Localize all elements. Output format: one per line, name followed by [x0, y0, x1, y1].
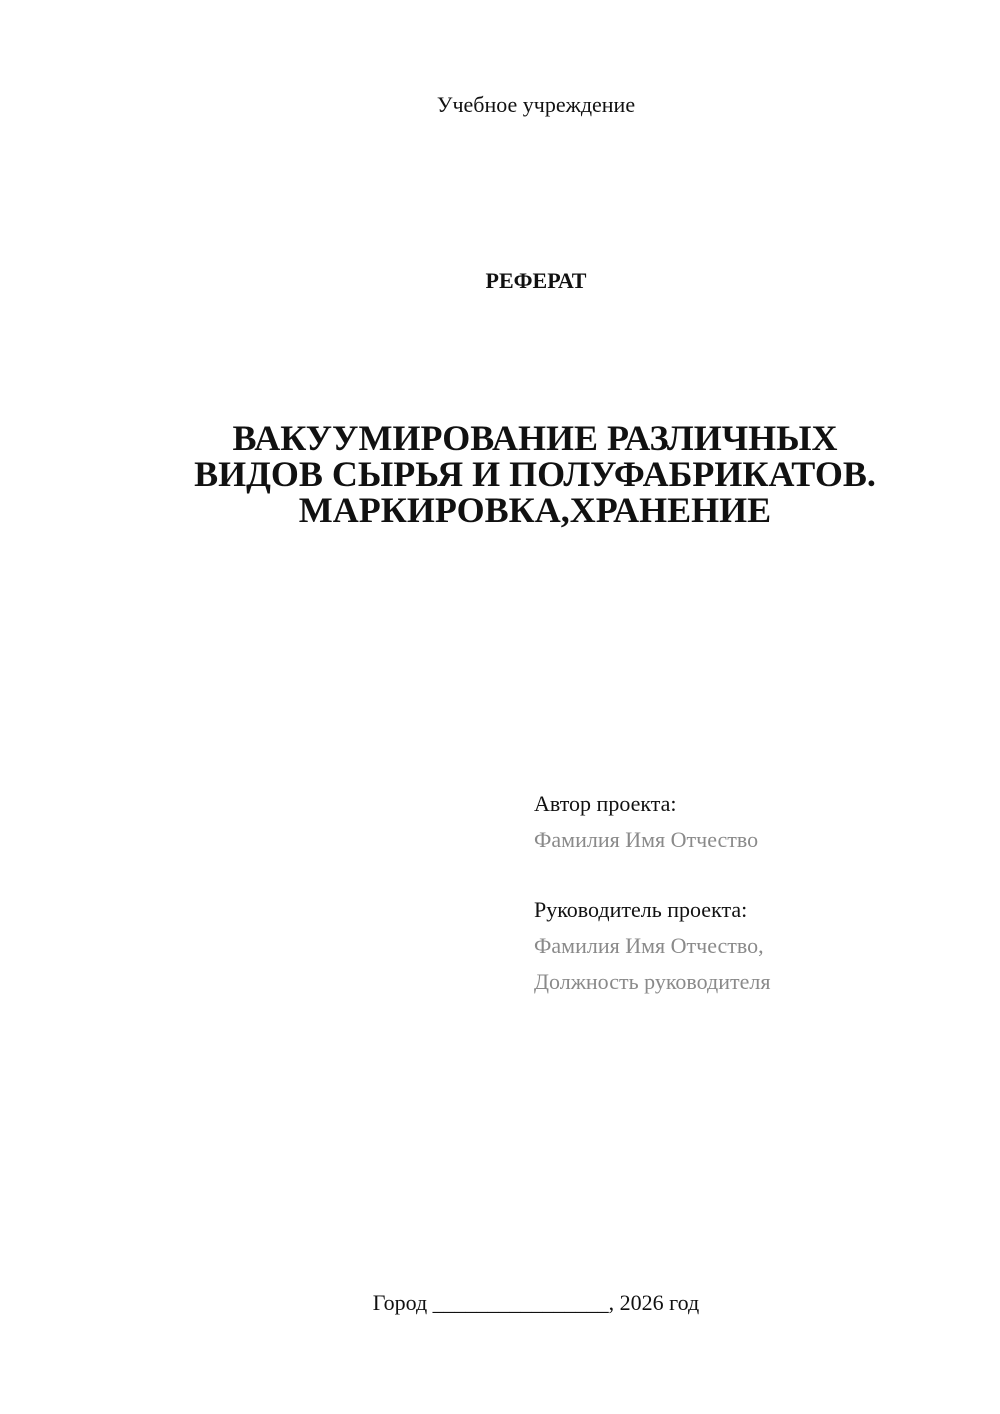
author-block	[534, 786, 758, 858]
document-type: РЕФЕРАТ	[485, 268, 587, 293]
title-line-3: МАРКИРОВКА,ХРАНЕНИЕ	[298, 490, 772, 530]
institution-name: Учебное учреждение	[436, 92, 636, 117]
document-title	[140, 420, 930, 528]
title-line-2: ВИДОВ СЫРЬЯ И ПОЛУФАБРИКАТОВ.	[194, 454, 876, 494]
supervisor-block	[534, 892, 770, 1000]
title-line-1: ВАКУУМИРОВАНИЕ РАЗЛИЧНЫХ	[232, 418, 838, 458]
supervisor-label: Руководитель проекта:	[534, 897, 748, 922]
supervisor-position: Должность руководителя	[534, 969, 771, 994]
author-label: Автор проекта:	[534, 791, 677, 816]
author-name: Фамилия Имя Отчество	[534, 827, 759, 852]
supervisor-name: Фамилия Имя Отчество,	[534, 933, 764, 958]
city-year-line: Город ________________, 2026 год	[372, 1290, 700, 1315]
